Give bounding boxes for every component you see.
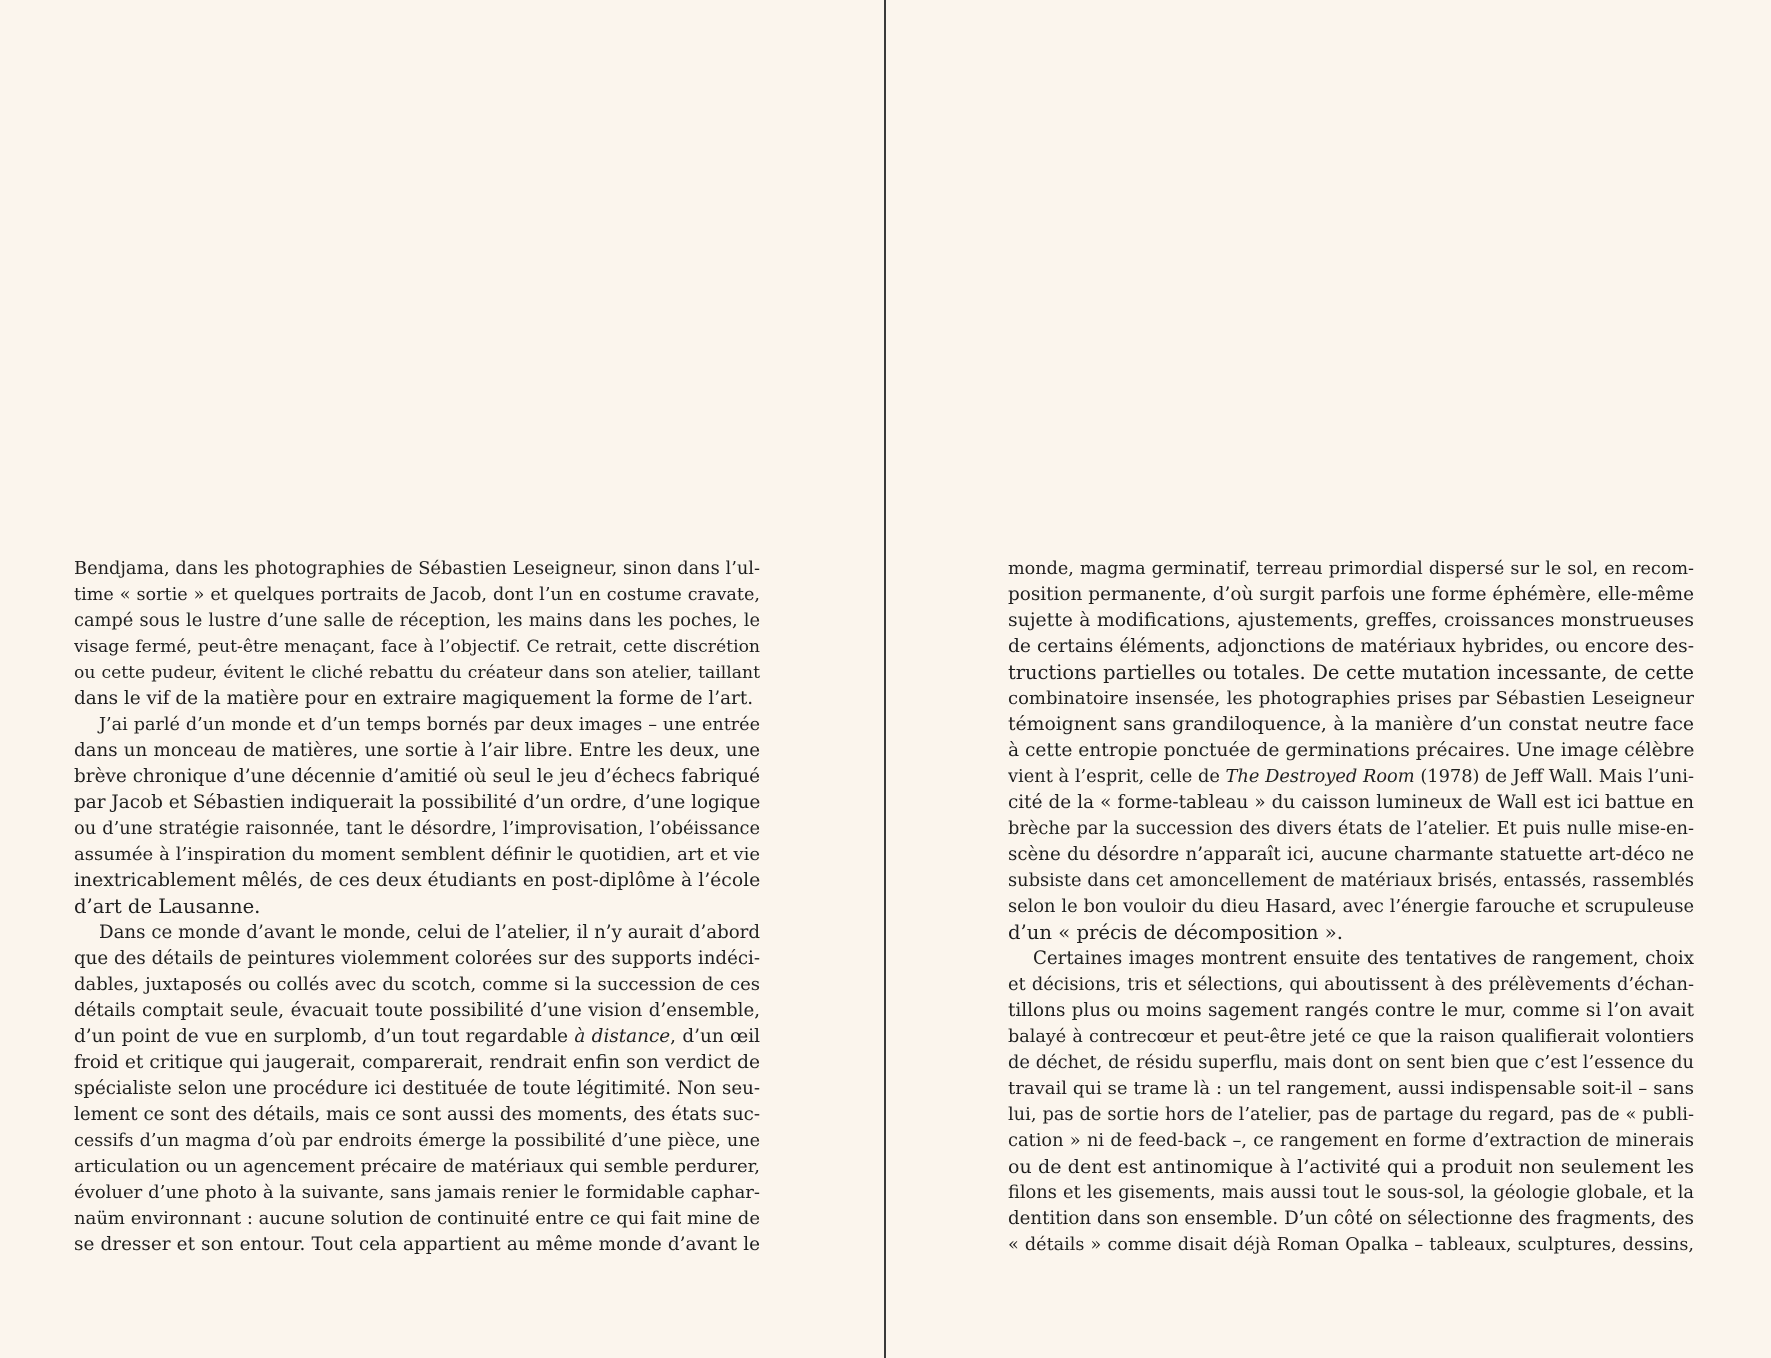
text-line: de déchet, de résidu superflu, mais dont on sent bien que c’est l’essence du	[1008, 1052, 1694, 1073]
text-segment: d’un point de vue en surplomb, d’un tout regardable	[74, 1026, 575, 1047]
text-line: sujette à modifications, ajustements, greffes, croissances monstrueuses	[1008, 610, 1694, 631]
italic-title: à distance	[574, 1026, 671, 1047]
text-line: froid et critique qui jaugerait, comparerait, rendrait enfin son verdict de	[74, 1052, 760, 1073]
text-line: se dresser et son entour. Tout cela appartient au même monde d’avant le	[74, 1234, 760, 1255]
text-line: visage fermé, peut-être menaçant, face à l’objectif. Ce retrait, cette discrétion	[74, 637, 760, 657]
text-line: Dans ce monde d’avant le monde, celui de l’atelier, il n’y aurait d’abord	[99, 922, 760, 943]
text-segment: (1978) de Jeff Wall. Mais l’uni-	[1414, 766, 1694, 787]
text-line: dans un monceau de matières, une sortie à l’air libre. Entre les deux, une	[74, 740, 760, 761]
text-line: assumée à l’inspiration du moment semblent définir le quotidien, art et vie	[74, 844, 760, 865]
left-page	[74, 556, 760, 1258]
text-line: par Jacob et Sébastien indiquerait la possibilité d’un ordre, d’une logique	[74, 792, 760, 813]
text-line: balayé à contrecœur et peut-être jeté ce que la raison qualifierait volontiers	[1008, 1027, 1694, 1047]
text-line: ou cette pudeur, évitent le cliché rebattu du créateur dans son atelier, taillant	[74, 663, 760, 683]
text-line: J’ai parlé d’un monde et d’un temps bornés par deux images – une entrée	[99, 715, 760, 735]
text-line: évoluer d’une photo à la suivante, sans jamais renier le formidable caphar-	[74, 1182, 760, 1203]
text-line: lement ce sont des détails, mais ce sont aussi des moments, des états suc-	[74, 1104, 760, 1125]
text-line: de certains éléments, adjonctions de matériaux hybrides, ou encore des-	[1008, 636, 1694, 657]
text-line: Bendjama, dans les photographies de Sébastien Leseigneur, sinon dans l’ul-	[74, 558, 760, 579]
text-line: articulation ou un agencement précaire de matériaux qui semble perdurer,	[74, 1156, 760, 1177]
right-page	[1008, 556, 1694, 1258]
text-segment: vient à l’esprit, celle de	[1008, 766, 1226, 787]
text-line: que des détails de peintures violemment colorées sur des supports indéci-	[74, 948, 760, 969]
text-line: naüm environnant : aucune solution de continuité entre ce qui fait mine de	[74, 1208, 760, 1229]
text-line: lui, pas de sortie hors de l’atelier, pas de partage du regard, pas de « publi-	[1008, 1104, 1694, 1125]
text-line: dables, juxtaposés ou collés avec du scotch, comme si la succession de ces	[74, 974, 760, 995]
text-line: tillons plus ou moins sagement rangés contre le mur, comme si l’on avait	[1008, 1000, 1694, 1021]
text-line: brèche par la succession des divers états de l’atelier. Et puis nulle mise-en-	[1008, 818, 1694, 839]
page-gutter-divider	[884, 0, 886, 1358]
italic-title: The Destroyed Room	[1225, 766, 1415, 787]
text-line: time « sortie » et quelques portraits de Jacob, dont l’un en costume cravate,	[74, 585, 760, 605]
text-line: cité de la « forme-tableau » du caisson lumineux de Wall est ici battue en	[1008, 792, 1694, 813]
text-line: spécialiste selon une procédure ici destituée de toute légitimité. Non seu-	[74, 1078, 760, 1099]
text-line: position permanente, d’où surgit parfois une forme éphémère, elle-même	[1008, 584, 1694, 605]
text-line: inextricablement mêlés, de ces deux étudiants en post-diplôme à l’école	[74, 870, 760, 891]
text-line: dentition dans son ensemble. D’un côté on sélectionne des fragments, des	[1008, 1208, 1694, 1229]
text-line: Certaines images montrent ensuite des tentatives de rangement, choix	[1033, 948, 1694, 969]
text-line: « détails » comme disait déjà Roman Opalka – tableaux, sculptures, dessins,	[1008, 1235, 1694, 1255]
text-line: subsiste dans cet amoncellement de matériaux brisés, entassés, rassemblés	[1008, 870, 1694, 891]
text-line: cation » ni de feed-back –, ce rangement en forme d’extraction de minerais	[1008, 1130, 1694, 1151]
text-line: monde, magma germinatif, terreau primordial dispersé sur le sol, en recom-	[1008, 559, 1694, 579]
text-line: et décisions, tris et sélections, qui aboutissent à des prélèvements d’échan-	[1008, 974, 1694, 995]
text-line: tructions partielles ou totales. De cette mutation incessante, de cette	[1008, 661, 1694, 684]
text-line: campé sous le lustre d’une salle de réception, les mains dans les poches, le	[74, 610, 760, 631]
text-line: dans le vif de la matière pour en extraire magiquement la forme de l’art.	[74, 688, 754, 709]
text-segment: , d’un œil	[670, 1026, 760, 1047]
text-line: ou de dent est antinomique à l’activité qui a produit non seulement les	[1008, 1156, 1694, 1178]
text-line: selon le bon vouloir du dieu Hasard, avec l’énergie farouche et scrupuleuse	[1008, 896, 1694, 917]
text-line	[74, 1024, 760, 1050]
text-line: cessifs d’un magma d’où par endroits émerge la possibilité d’une pièce, une	[74, 1131, 760, 1151]
text-line: travail qui se trame là : un tel rangement, aussi indispensable soit-il – sans	[1008, 1078, 1694, 1099]
text-line	[1008, 764, 1694, 790]
text-line: d’un « précis de décomposition ».	[1008, 921, 1343, 944]
text-line: détails comptait seule, évacuait toute possibilité d’une vision d’ensemble,	[74, 1000, 760, 1021]
text-line: brève chronique d’une décennie d’amitié où seul le jeu d’échecs fabriqué	[74, 766, 760, 787]
text-line: filons et les gisements, mais aussi tout le sous-sol, la géologie globale, et la	[1008, 1182, 1694, 1203]
text-line: à cette entropie ponctuée de germinations précaires. Une image célèbre	[1008, 740, 1694, 761]
text-line: d’art de Lausanne.	[74, 895, 261, 918]
text-line: témoignent sans grandiloquence, à la manière d’un constat neutre face	[1008, 714, 1694, 735]
text-line: ou d’une stratégie raisonnée, tant le désordre, l’improvisation, l’obéissance	[74, 818, 760, 839]
text-line: combinatoire insensée, les photographies prises par Sébastien Leseigneur	[1008, 688, 1694, 709]
text-line: scène du désordre n’apparaît ici, aucune charmante statuette art-déco ne	[1008, 844, 1694, 865]
